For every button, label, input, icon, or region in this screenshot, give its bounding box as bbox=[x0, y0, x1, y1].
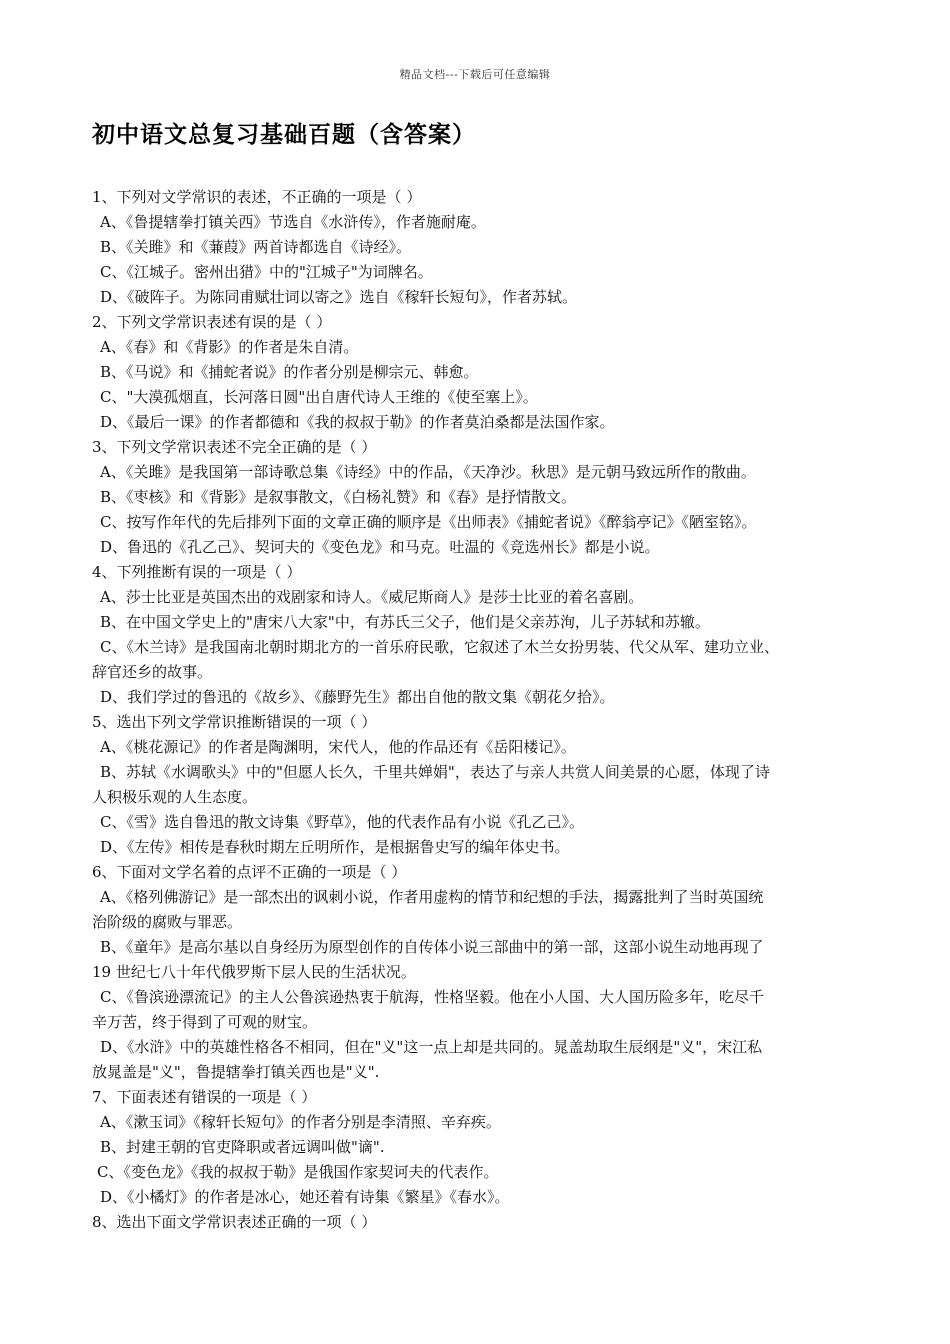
option-line: A、《格列佛游记》是一部杰出的讽刺小说，作者用虚构的情节和纪想的手法，揭露批判了当时英国统 bbox=[100, 888, 764, 906]
continuation-line: 19 世纪七八十年代俄罗斯下层人民的生活状况。 bbox=[92, 963, 416, 981]
option-line: C、《江城子。密州出猎》中的"江城子"为词牌名。 bbox=[100, 263, 433, 281]
continuation-line: 放晁盖是"义"，鲁提辖拳打镇关西也是"义". bbox=[92, 1063, 380, 1081]
option-line: C、《木兰诗》是我国南北朝时期北方的一首乐府民歌，它叙述了木兰女扮男装、代父从军、建功立业、 bbox=[100, 638, 779, 656]
option-line: B、《马说》和《捕蛇者说》的作者分别是柳宗元、韩愈。 bbox=[100, 363, 479, 381]
option-line: A、《桃花源记》的作者是陶渊明，宋代人，他的作品还有《岳阳楼记》。 bbox=[100, 738, 576, 756]
option-line: C、"大漠孤烟直，长河落日圆"出自唐代诗人王维的《使至塞上》。 bbox=[100, 388, 538, 406]
continuation-line: 辛万苦，终于得到了可观的财宝。 bbox=[92, 1013, 318, 1031]
option-line: B、《枣核》和《背影》是叙事散文，《白杨礼赞》和《春》是抒情散文。 bbox=[100, 488, 577, 506]
option-line: B、封建王朝的官吏降职或者远调叫做"谪". bbox=[100, 1138, 385, 1156]
question-line: 2、下列文学常识表述有误的是（ ） bbox=[92, 313, 332, 331]
continuation-line: 辞官还乡的故事。 bbox=[92, 663, 213, 681]
page-title: 初中语文总复习基础百题（含答案） bbox=[92, 121, 476, 148]
option-line: C、《雪》选自鲁迅的散文诗集《野草》，他的代表作品有小说《孔乙己》。 bbox=[100, 813, 584, 831]
option-line: D、我们学过的鲁迅的《故乡》、《藤野先生》都出自他的散文集《朝花夕拾》。 bbox=[100, 688, 615, 706]
option-line: B、在中国文学史上的"唐宋八大家"中，有苏氏三父子，他们是父亲苏洵，儿子苏轼和苏辙。 bbox=[100, 613, 710, 631]
option-line: C、《鲁滨逊漂流记》的主人公鲁滨逊热衷于航海，性格坚毅。他在小人国、大人国历险多年，吃尽千 bbox=[100, 988, 764, 1006]
question-line: 1、下列对文学常识的表述，不正确的一项是（ ） bbox=[92, 188, 422, 206]
option-line: D、《破阵子。为陈同甫赋壮词以寄之》选自《稼轩长短句》，作者苏轼。 bbox=[100, 288, 578, 306]
header-note: 精品文档---下载后可任意编辑 bbox=[399, 68, 551, 81]
document-body bbox=[92, 185, 867, 1235]
question-line: 5、选出下列文学常识推断错误的一项（ ） bbox=[92, 713, 377, 731]
option-line: B、《童年》是高尔基以自身经历为原型创作的自传体小说三部曲中的第一部，这部小说生动地再现了 bbox=[100, 938, 764, 956]
option-line: A、《鲁提辖拳打镇关西》节选自《水浒传》，作者施耐庵。 bbox=[100, 213, 486, 231]
question-line: 7、下面表述有错误的一项是（ ） bbox=[92, 1088, 317, 1106]
option-line: B、苏轼《水调歌头》中的"但愿人长久，千里共婵娟"，表达了与亲人共赏人间美景的心愿，体现了诗 bbox=[100, 763, 770, 781]
option-line: B、《关雎》和《蒹葭》两首诗都选自《诗经》。 bbox=[100, 238, 412, 256]
option-line: A、《关雎》是我国第一部诗歌总集《诗经》中的作品，《天净沙。秋思》是元朝马致远所作的散曲。 bbox=[100, 463, 756, 481]
option-line: C、《变色龙》《我的叔叔于勒》是俄国作家契诃夫的代表作。 bbox=[97, 1163, 499, 1181]
question-line: 8、选出下面文学常识表述正确的一项（ ） bbox=[92, 1213, 377, 1231]
option-line: A、莎士比亚是英国杰出的戏剧家和诗人。《威尼斯商人》是莎士比亚的着名喜剧。 bbox=[100, 588, 644, 606]
question-line: 4、下列推断有误的一项是（ ） bbox=[92, 563, 302, 581]
option-line: D、《最后一课》的作者都德和《我的叔叔于勒》的作者莫泊桑都是法国作家。 bbox=[100, 413, 615, 431]
option-line: D、《左传》相传是春秋时期左丘明所作，是根据鲁史写的编年体史书。 bbox=[100, 838, 570, 856]
option-line: A、《漱玉词》《稼轩长短句》的作者分别是李清照、辛弃疾。 bbox=[100, 1113, 501, 1131]
option-line: D、鲁迅的《孔乙己》、契诃夫的《变色龙》和马克。吐温的《竞选州长》都是小说。 bbox=[100, 538, 660, 556]
question-line: 3、下列文学常识表述不完全正确的是（ ） bbox=[92, 438, 377, 456]
continuation-line: 人积极乐观的人生态度。 bbox=[92, 788, 258, 806]
continuation-line: 治阶级的腐败与罪恶。 bbox=[92, 913, 243, 931]
option-line: D、《小橘灯》的作者是冰心，她还着有诗集《繁星》《春水》。 bbox=[100, 1188, 510, 1206]
question-line: 6、下面对文学名着的点评不正确的一项是（ ） bbox=[92, 863, 407, 881]
option-line: D、《水浒》中的英雄性格各不相同，但在"义"这一点上却是共同的。晁盖劫取生辰纲是"义"，宋江私 bbox=[100, 1038, 763, 1056]
option-line: C、按写作年代的先后排列下面的文章正确的顺序是《出师表》《捕蛇者说》《醉翁亭记》《陋室铭》。 bbox=[100, 513, 757, 531]
option-line: A、《春》和《背影》的作者是朱自清。 bbox=[100, 338, 359, 356]
